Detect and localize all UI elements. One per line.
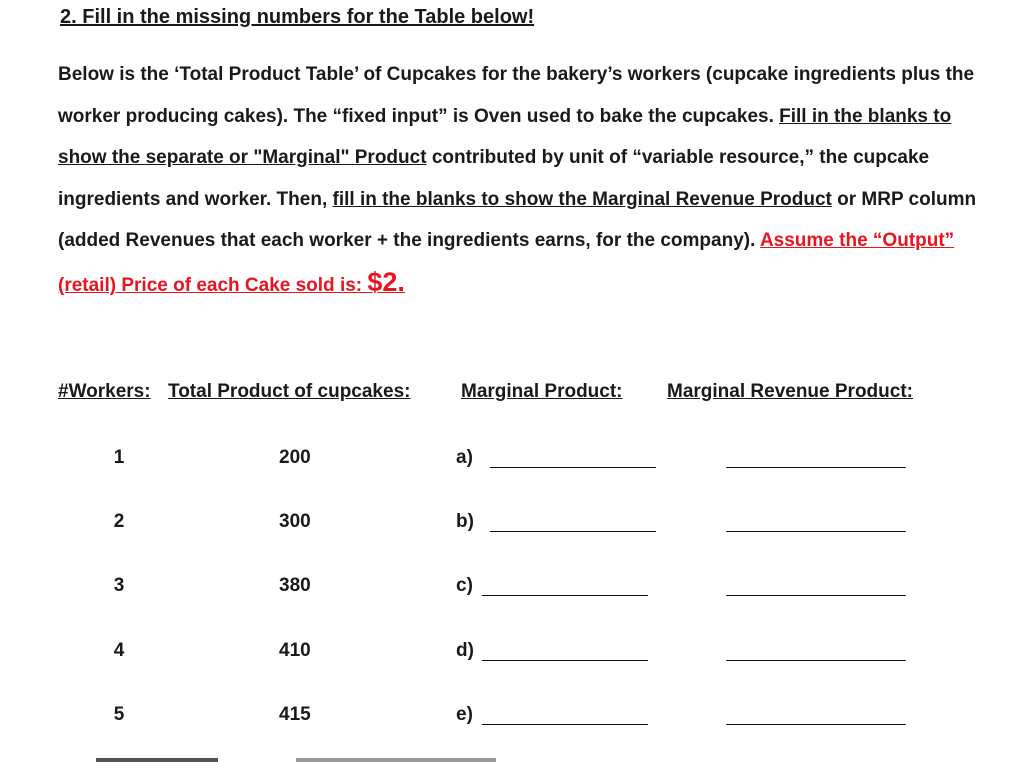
intro-text-1: Below is the ‘Total Product Table’ of Cupcakes for the bakery’s workers (cupcake ingredients plus the worker producing cakes). The “fixed input” is Oven used to bake the cupcakes. xyxy=(58,64,975,127)
workers-cell: 1 xyxy=(113,447,125,468)
blank-label: d) xyxy=(456,640,474,661)
marginal-product-blank[interactable] xyxy=(490,531,656,532)
table-row xyxy=(0,704,1024,734)
question-title: 2. Fill in the missing numbers for the Table below! xyxy=(60,6,535,28)
workers-cell: 4 xyxy=(113,640,125,661)
mrp-blank[interactable] xyxy=(726,595,906,596)
workers-cell: 5 xyxy=(113,704,125,725)
total-product-cell: 200 xyxy=(279,447,311,468)
mrp-blank[interactable] xyxy=(726,467,906,468)
header-marginal-product: Marginal Product: xyxy=(461,381,623,402)
blank-label: c) xyxy=(456,575,473,596)
total-product-cell: 380 xyxy=(279,575,311,596)
blank-label: a) xyxy=(456,447,473,468)
header-workers: #Workers: xyxy=(58,381,151,402)
mrp-blank[interactable] xyxy=(726,724,906,725)
table-row xyxy=(0,511,1024,541)
mrp-blank[interactable] xyxy=(726,660,906,661)
total-product-cell: 300 xyxy=(279,511,311,532)
blank-label: e) xyxy=(456,704,473,725)
intro-text-3: or MRP column (added Revenues that each worker + the ingredients earns, for the company). xyxy=(58,188,977,252)
workers-cell: 2 xyxy=(113,511,125,532)
table-row xyxy=(0,575,1024,605)
intro-text-2: contributed by unit of “variable resource,” the cupcake ingredients and worker. Then, xyxy=(58,147,930,210)
cutoff-line xyxy=(296,758,496,762)
table-row xyxy=(0,640,1024,670)
price-assumption-text: Assume the “Output” (retail) Price of each Cake sold is: xyxy=(58,230,955,296)
workers-cell: 3 xyxy=(113,575,125,596)
marginal-product-blank[interactable] xyxy=(482,595,648,596)
mrp-blank[interactable] xyxy=(726,531,906,532)
marginal-product-blank[interactable] xyxy=(482,724,648,725)
marginal-product-blank[interactable] xyxy=(490,467,656,468)
total-product-cell: 415 xyxy=(279,704,311,725)
cutoff-line xyxy=(96,758,218,762)
header-total-product: Total Product of cupcakes: xyxy=(168,381,411,402)
blank-label: b) xyxy=(456,511,474,532)
instructions-paragraph xyxy=(58,54,1003,307)
marginal-product-blank[interactable] xyxy=(482,660,648,661)
header-marginal-revenue-product: Marginal Revenue Product: xyxy=(667,381,913,402)
intro-underline-2: fill in the blanks to show the Marginal Revenue Product xyxy=(332,188,832,210)
total-product-cell: 410 xyxy=(279,640,311,661)
intro-underline-1: Fill in the blanks to show the separate or "Marginal" Product xyxy=(58,105,952,169)
table-row xyxy=(0,447,1024,477)
price-value: $2. xyxy=(367,266,405,297)
